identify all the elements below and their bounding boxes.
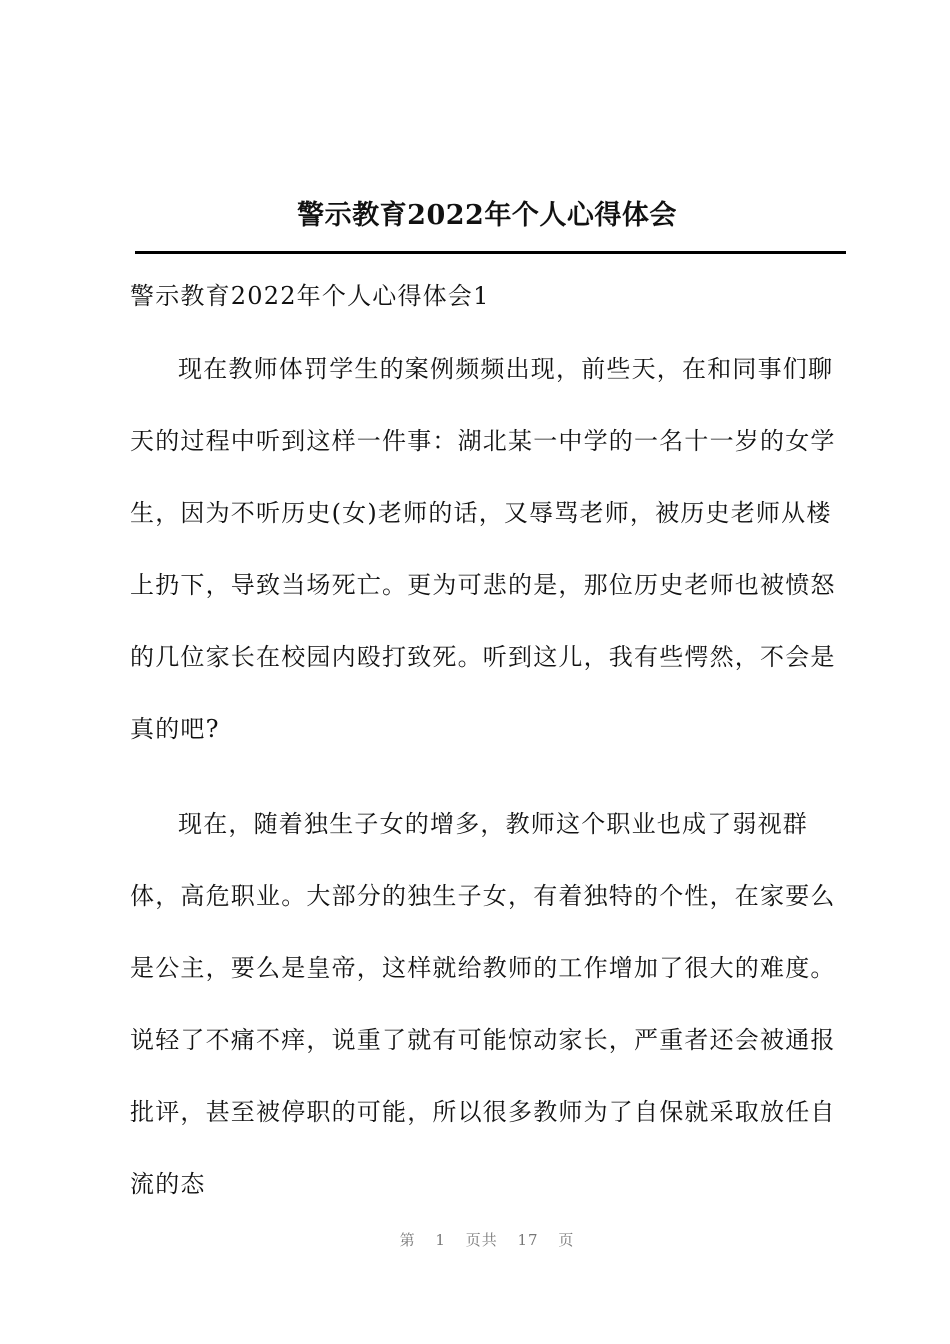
- body-paragraph-2: 现在，随着独生子女的增多，教师这个职业也成了弱视群体，高危职业。大部分的独生子女，有着独特的个性，在家要么是公主，要么是皇帝，这样就给教师的工作增加了很大的难度。说轻了不痛不痒，说重了就有可能惊动家长，严重者还会被通报批评，甚至被停职的可能，所以很多教师为了自保就采取放任自流的态: [130, 810, 836, 1198]
- title-divider: [135, 251, 846, 254]
- footer-suffix: 页: [558, 1231, 575, 1249]
- footer-total-pages: 17: [517, 1231, 539, 1249]
- body-paragraph-1: 现在教师体罚学生的案例频频出现，前些天，在和同事们聊天的过程中听到这样一件事：湖北某一中学的一名十一岁的女学生，因为不听历史(女)老师的话，又辱骂老师，被历史老师从楼上扔下，导致当场死亡。更为可悲的是，那位历史老师也被愤怒的几位家长在校园内殴打致死。听到这儿，我有些愕然，不会是真的吧?: [130, 355, 836, 743]
- footer-prefix: 第: [399, 1231, 416, 1249]
- section-heading: 警示教育2022年个人心得体会1: [130, 282, 490, 310]
- document-title: 警示教育2022年个人心得体会: [297, 200, 677, 231]
- footer-middle: 页共: [465, 1231, 498, 1249]
- footer-current-page: 1: [435, 1231, 446, 1249]
- page-footer: [0, 1229, 950, 1250]
